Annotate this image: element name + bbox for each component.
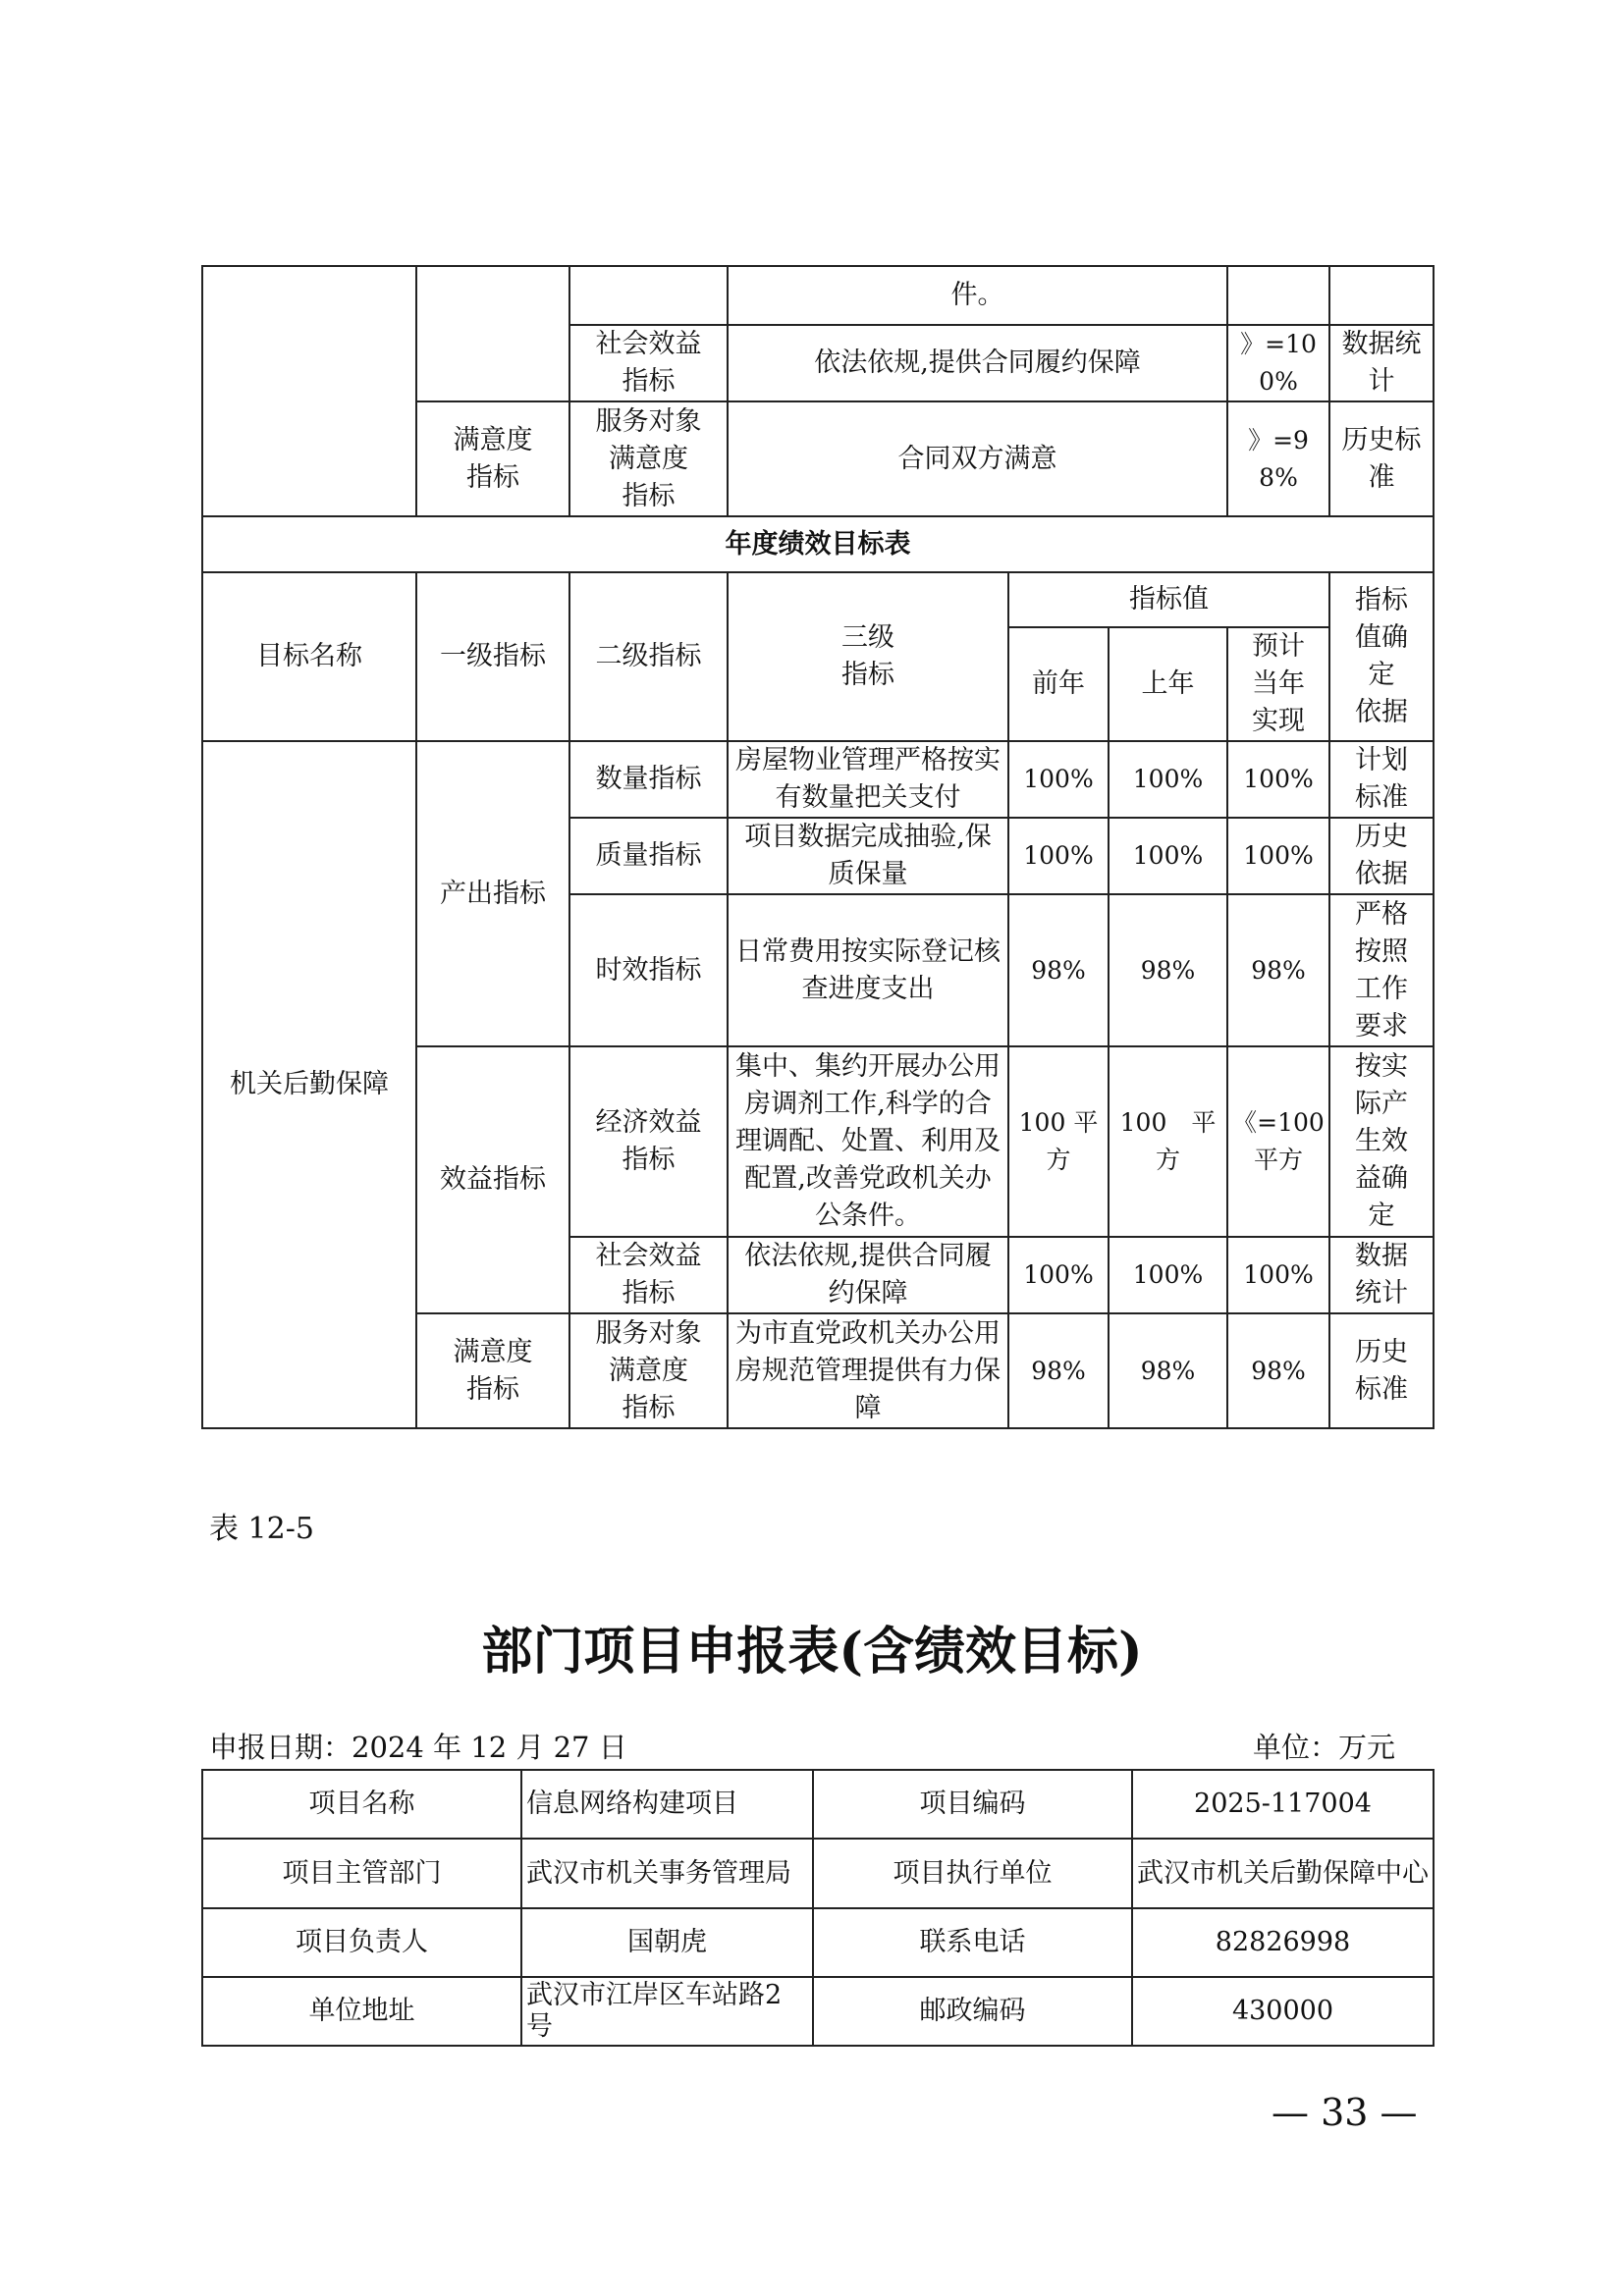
table-label: 表 12-5 [209,1512,314,1546]
continuation-goal-cell [202,266,416,516]
header-level3: 三级 指标 [728,572,1008,741]
project-name-label: 项目名称 [202,1770,521,1839]
table-cell: 社会效益 指标 [569,325,728,401]
address-label: 单位地址 [202,1977,521,2046]
table-cell: 质量指标 [569,818,728,894]
table-cell: 为市直党政机关办公用房规范管理提供有力保障 [728,1313,1008,1428]
table-cell: 合同双方满意 [728,401,1227,516]
postcode-label: 邮政编码 [813,1977,1132,2046]
table-cell: 数量指标 [569,741,728,818]
table-cell: 100% [1227,818,1329,894]
group-satisfaction: 满意度 指标 [416,1313,569,1428]
table-cell: 98% [1227,1313,1329,1428]
executor-value: 武汉市机关后勤保障中心 [1132,1839,1434,1908]
table-cell: 计划 标准 [1329,741,1434,818]
department-value: 武汉市机关事务管理局 [521,1839,813,1908]
table-cell: 社会效益 指标 [569,1237,728,1313]
goal-name-cell: 机关后勤保障 [202,741,416,1428]
table-cell: 时效指标 [569,894,728,1046]
header-expected: 预计 当年 实现 [1227,627,1329,741]
project-info-table [201,1769,1435,2047]
table-cell: 集中、集约开展办公用房调剂工作,科学的合理调配、处置、利用及配置,改善党政机关办公条件。 [728,1046,1008,1237]
department-label: 项目主管部门 [202,1839,521,1908]
table-cell [1227,266,1329,325]
manager-label: 项目负责人 [202,1908,521,1977]
table-cell: 100% [1109,1237,1227,1313]
table-cell: 数据 统计 [1329,1237,1434,1313]
table-cell: 数据统计 [1329,325,1434,401]
table-cell: 100% [1008,818,1109,894]
table-cell: 严格 按照 工作 要求 [1329,894,1434,1046]
project-code-label: 项目编码 [813,1770,1132,1839]
table-cell: 100% [1008,1237,1109,1313]
table-cell: 98% [1227,894,1329,1046]
executor-label: 项目执行单位 [813,1839,1132,1908]
table-cell: 项目数据完成抽验,保质保量 [728,818,1008,894]
table-cell [1329,266,1434,325]
header-goal-name: 目标名称 [202,572,416,741]
table-cell: 100% [1008,741,1109,818]
table-cell: 》=100% [1227,325,1329,401]
table-cell: 满意度 指标 [416,401,569,516]
phone-value: 82826998 [1132,1908,1434,1977]
group-output: 产出指标 [416,741,569,1046]
table-cell: 经济效益 指标 [569,1046,728,1237]
table-cell: 《=100 平方 [1227,1046,1329,1237]
postcode-value: 430000 [1132,1977,1434,2046]
table-cell: 100% [1109,741,1227,818]
header-last-year: 上年 [1109,627,1227,741]
unit-label: 单位：万元 [1253,1731,1396,1764]
table-cell: 98% [1109,894,1227,1046]
table-cell: 依法依规,提供合同履约保障 [728,325,1227,401]
table-cell: 98% [1008,894,1109,1046]
table-cell: 100% [1227,741,1329,818]
table-cell: 98% [1008,1313,1109,1428]
report-date: 申报日期：2024 年 12 月 27 日 [209,1731,627,1764]
group-benefit: 效益指标 [416,1046,569,1313]
table-cell: 100 平方 [1109,1046,1227,1237]
header-level2: 二级指标 [569,572,728,741]
table-cell: 日常费用按实际登记核查进度支出 [728,894,1008,1046]
header-indicator-value: 指标值 [1008,572,1329,627]
table-cell: 历史 标准 [1329,1313,1434,1428]
project-name-value: 信息网络构建项目 [521,1770,813,1839]
table-cell: 历史 依据 [1329,818,1434,894]
table-cell: 100 平方 [1008,1046,1109,1237]
table-cell: 服务对象 满意度 指标 [569,401,728,516]
header-prev-year: 前年 [1008,627,1109,741]
address-value: 武汉市江岸区车站路2号 [521,1977,813,2046]
header-level1: 一级指标 [416,572,569,741]
table-cell: 按实 际产 生效 益确 定 [1329,1046,1434,1237]
table-cell: 房屋物业管理严格按实有数量把关支付 [728,741,1008,818]
table-cell: 98% [1109,1313,1227,1428]
table-cell: 100% [1227,1237,1329,1313]
header-basis: 指标 值确 定 依据 [1329,572,1434,741]
section-title: 年度绩效目标表 [202,516,1434,572]
table-cell: 历史标准 [1329,401,1434,516]
phone-label: 联系电话 [813,1908,1132,1977]
table-cell: 依法依规,提供合同履约保障 [728,1237,1008,1313]
performance-goal-table [201,265,1435,1429]
continuation-level1-cell [416,266,569,401]
table-cell [569,266,728,325]
table-cell: 件。 [728,266,1227,325]
document-title: 部门项目申报表(含绩效目标) [481,1622,1143,1682]
table-cell: 服务对象 满意度 指标 [569,1313,728,1428]
page-number: — 33 — [1272,2091,1418,2134]
project-code-value: 2025-117004 [1132,1770,1434,1839]
table-cell: 》=98% [1227,401,1329,516]
table-cell: 100% [1109,818,1227,894]
manager-value: 国朝虎 [521,1908,813,1977]
